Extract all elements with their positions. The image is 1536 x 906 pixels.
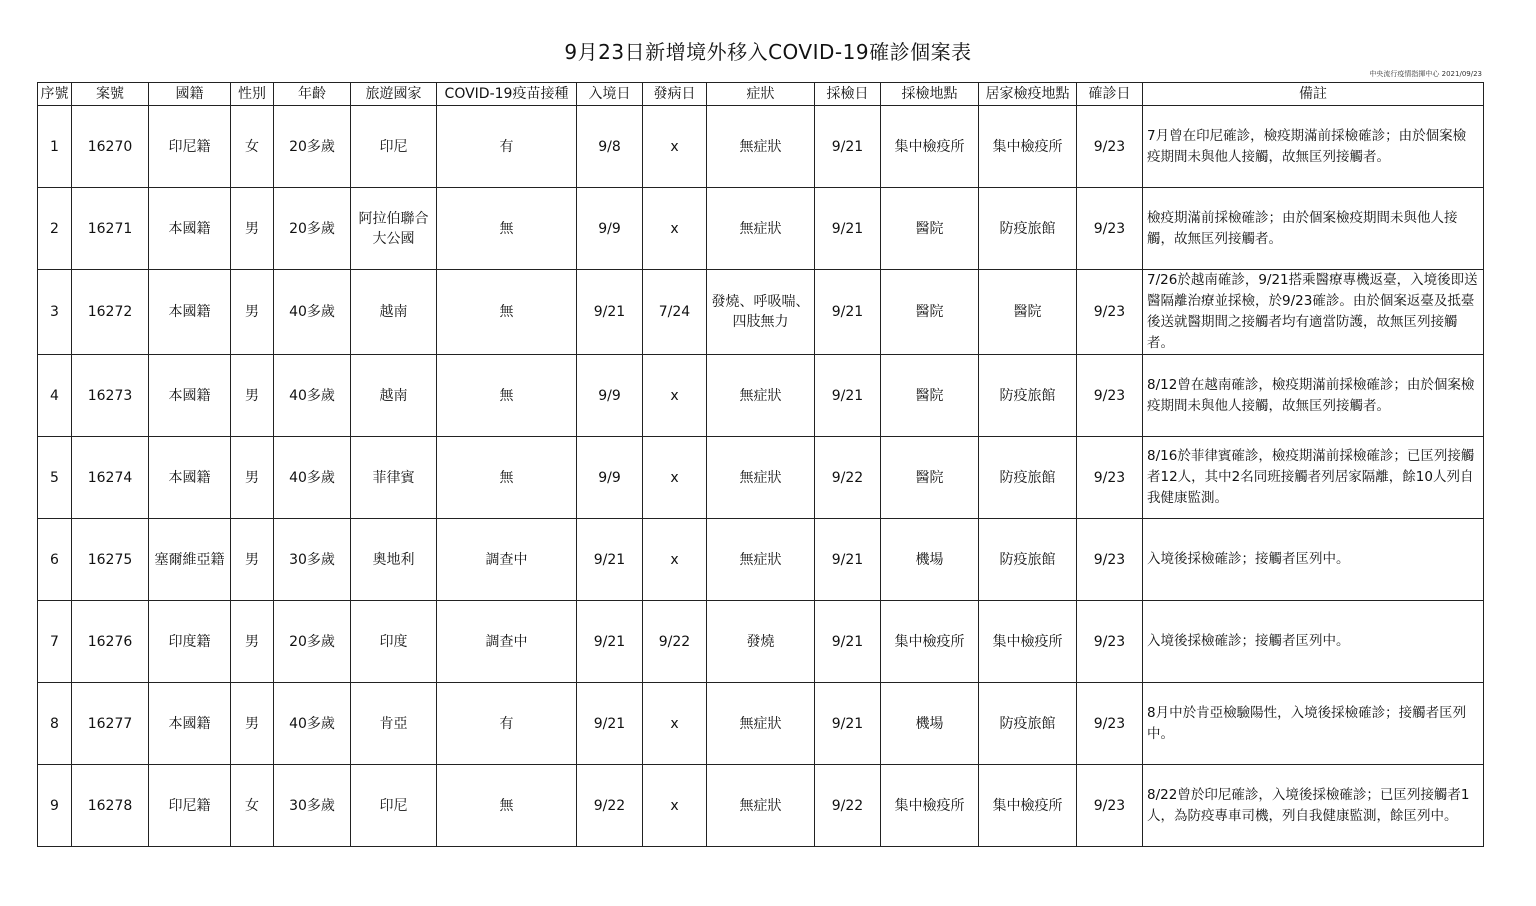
cell-sex: 女	[231, 765, 274, 847]
cell-test-date: 9/21	[815, 270, 881, 355]
cell-symptoms: 無症狀	[707, 188, 815, 270]
cell-confirm-date: 9/23	[1077, 355, 1143, 437]
header-vaccine: COVID-19疫苗接種	[437, 83, 577, 106]
cell-age: 20多歲	[274, 106, 351, 188]
cell-quarantine-location: 集中檢疫所	[979, 106, 1077, 188]
cell-remarks: 8/22曾於印尼確診，入境後採檢確診；已匡列接觸者1人，為防疫專車司機，列自我健康監測，餘匡列中。	[1143, 765, 1484, 847]
cell-remarks: 8/12曾在越南確診，檢疫期滿前採檢確診；由於個案檢疫期間未與他人接觸，故無匡列接觸者。	[1143, 355, 1484, 437]
cell-entry-date: 9/8	[577, 106, 643, 188]
cell-symptoms: 無症狀	[707, 765, 815, 847]
header-row	[38, 83, 1484, 106]
cell-quarantine-location: 防疫旅館	[979, 683, 1077, 765]
cell-quarantine-location: 集中檢疫所	[979, 601, 1077, 683]
cell-test-location: 機場	[881, 519, 979, 601]
cell-remarks: 7/26於越南確診，9/21搭乘醫療專機返臺，入境後即送醫隔離治療並採檢，於9/23確診。由於個案返臺及抵臺後送就醫期間之接觸者均有適當防護，故無匡列接觸者。	[1143, 270, 1484, 355]
cell-case-id: 16277	[72, 683, 149, 765]
cell-case-id: 16273	[72, 355, 149, 437]
cell-test-location: 醫院	[881, 188, 979, 270]
cell-confirm-date: 9/23	[1077, 106, 1143, 188]
cell-no: 3	[38, 270, 72, 355]
cell-no: 1	[38, 106, 72, 188]
cell-vaccine: 無	[437, 270, 577, 355]
cell-sex: 男	[231, 601, 274, 683]
cell-no: 4	[38, 355, 72, 437]
cell-case-id: 16271	[72, 188, 149, 270]
cell-entry-date: 9/21	[577, 601, 643, 683]
header-quarantine-location: 居家檢疫地點	[979, 83, 1077, 106]
cell-age: 30多歲	[274, 519, 351, 601]
header-remarks: 備註	[1143, 83, 1484, 106]
cell-travel-country: 肯亞	[351, 683, 437, 765]
table-row	[38, 106, 1484, 188]
cell-quarantine-location: 防疫旅館	[979, 519, 1077, 601]
cell-onset-date: x	[643, 519, 707, 601]
cell-test-date: 9/21	[815, 519, 881, 601]
page-title: 9月23日新增境外移入COVID-19確診個案表	[564, 40, 972, 64]
cell-test-date: 9/21	[815, 106, 881, 188]
cell-test-date: 9/21	[815, 601, 881, 683]
cell-sex: 男	[231, 437, 274, 519]
cell-travel-country: 印度	[351, 601, 437, 683]
cell-no: 2	[38, 188, 72, 270]
cell-remarks: 入境後採檢確診；接觸者匡列中。	[1143, 519, 1484, 601]
cell-entry-date: 9/21	[577, 270, 643, 355]
cell-confirm-date: 9/23	[1077, 270, 1143, 355]
cell-remarks: 入境後採檢確診；接觸者匡列中。	[1143, 601, 1484, 683]
cell-case-id: 16275	[72, 519, 149, 601]
cell-vaccine: 無	[437, 188, 577, 270]
cell-entry-date: 9/22	[577, 765, 643, 847]
cell-test-date: 9/21	[815, 355, 881, 437]
cell-test-date: 9/21	[815, 188, 881, 270]
header-test-location: 採檢地點	[881, 83, 979, 106]
cell-nationality: 本國籍	[149, 437, 231, 519]
cell-confirm-date: 9/23	[1077, 188, 1143, 270]
table-row	[38, 437, 1484, 519]
cell-test-location: 集中檢疫所	[881, 765, 979, 847]
cell-entry-date: 9/9	[577, 355, 643, 437]
cell-symptoms: 無症狀	[707, 519, 815, 601]
cell-nationality: 本國籍	[149, 355, 231, 437]
cell-case-id: 16270	[72, 106, 149, 188]
table-row	[38, 765, 1484, 847]
table-body	[38, 106, 1484, 847]
cell-entry-date: 9/21	[577, 683, 643, 765]
cell-quarantine-location: 集中檢疫所	[979, 765, 1077, 847]
cell-entry-date: 9/21	[577, 519, 643, 601]
cell-onset-date: x	[643, 106, 707, 188]
cell-test-location: 機場	[881, 683, 979, 765]
cell-confirm-date: 9/23	[1077, 601, 1143, 683]
cell-quarantine-location: 防疫旅館	[979, 437, 1077, 519]
cell-vaccine: 調查中	[437, 519, 577, 601]
cell-age: 20多歲	[274, 188, 351, 270]
cell-sex: 男	[231, 188, 274, 270]
header-travel-country: 旅遊國家	[351, 83, 437, 106]
cell-no: 6	[38, 519, 72, 601]
cell-vaccine: 有	[437, 106, 577, 188]
cell-symptoms: 發燒、呼吸喘、四肢無力	[707, 270, 815, 355]
cell-travel-country: 阿拉伯聯合大公國	[351, 188, 437, 270]
cell-vaccine: 無	[437, 355, 577, 437]
header-confirm-date: 確診日	[1077, 83, 1143, 106]
cell-entry-date: 9/9	[577, 437, 643, 519]
cell-symptoms: 無症狀	[707, 106, 815, 188]
header-nationality: 國籍	[149, 83, 231, 106]
case-table	[37, 82, 1484, 847]
cell-test-location: 醫院	[881, 437, 979, 519]
cell-nationality: 印尼籍	[149, 106, 231, 188]
cell-no: 5	[38, 437, 72, 519]
cell-test-date: 9/21	[815, 683, 881, 765]
cell-nationality: 印尼籍	[149, 765, 231, 847]
cell-sex: 男	[231, 270, 274, 355]
cell-onset-date: x	[643, 683, 707, 765]
cell-confirm-date: 9/23	[1077, 765, 1143, 847]
cell-travel-country: 奧地利	[351, 519, 437, 601]
cell-onset-date: x	[643, 188, 707, 270]
cell-entry-date: 9/9	[577, 188, 643, 270]
cell-sex: 男	[231, 355, 274, 437]
cell-symptoms: 無症狀	[707, 683, 815, 765]
table-row	[38, 188, 1484, 270]
cell-travel-country: 越南	[351, 270, 437, 355]
cell-quarantine-location: 防疫旅館	[979, 188, 1077, 270]
header-entry-date: 入境日	[577, 83, 643, 106]
cell-no: 7	[38, 601, 72, 683]
cell-symptoms: 發燒	[707, 601, 815, 683]
cell-remarks: 8/16於菲律賓確診，檢疫期滿前採檢確診；已匡列接觸者12人，其中2名同班接觸者列居家隔離，餘10人列自我健康監測。	[1143, 437, 1484, 519]
cell-onset-date: x	[643, 355, 707, 437]
cell-remarks: 7月曾在印尼確診，檢疫期滿前採檢確診；由於個案檢疫期間未與他人接觸，故無匡列接觸者。	[1143, 106, 1484, 188]
source-note: 中央流行疫情指揮中心 2021/09/23	[1369, 70, 1482, 78]
table-row	[38, 270, 1484, 355]
header-case-id: 案號	[72, 83, 149, 106]
header-sex: 性別	[231, 83, 274, 106]
cell-sex: 男	[231, 519, 274, 601]
header-test-date: 採檢日	[815, 83, 881, 106]
cell-age: 40多歲	[274, 270, 351, 355]
cell-onset-date: 7/24	[643, 270, 707, 355]
cell-test-location: 醫院	[881, 270, 979, 355]
cell-age: 40多歲	[274, 683, 351, 765]
header-age: 年齡	[274, 83, 351, 106]
cell-travel-country: 越南	[351, 355, 437, 437]
cell-case-id: 16272	[72, 270, 149, 355]
header-symptoms: 症狀	[707, 83, 815, 106]
cell-case-id: 16274	[72, 437, 149, 519]
cell-quarantine-location: 醫院	[979, 270, 1077, 355]
cell-vaccine: 無	[437, 437, 577, 519]
cell-case-id: 16276	[72, 601, 149, 683]
cell-onset-date: x	[643, 437, 707, 519]
cell-confirm-date: 9/23	[1077, 683, 1143, 765]
table-row	[38, 683, 1484, 765]
cell-remarks: 檢疫期滿前採檢確診；由於個案檢疫期間未與他人接觸，故無匡列接觸者。	[1143, 188, 1484, 270]
cell-age: 40多歲	[274, 355, 351, 437]
cell-vaccine: 調查中	[437, 601, 577, 683]
table-row	[38, 519, 1484, 601]
cell-nationality: 本國籍	[149, 683, 231, 765]
cell-test-date: 9/22	[815, 437, 881, 519]
cell-sex: 男	[231, 683, 274, 765]
cell-vaccine: 有	[437, 683, 577, 765]
cell-nationality: 印度籍	[149, 601, 231, 683]
cell-nationality: 塞爾維亞籍	[149, 519, 231, 601]
cell-onset-date: 9/22	[643, 601, 707, 683]
cell-onset-date: x	[643, 765, 707, 847]
cell-nationality: 本國籍	[149, 270, 231, 355]
cell-travel-country: 菲律賓	[351, 437, 437, 519]
header-onset-date: 發病日	[643, 83, 707, 106]
cell-confirm-date: 9/23	[1077, 519, 1143, 601]
cell-confirm-date: 9/23	[1077, 437, 1143, 519]
table-row	[38, 601, 1484, 683]
cell-symptoms: 無症狀	[707, 437, 815, 519]
cell-vaccine: 無	[437, 765, 577, 847]
cell-no: 8	[38, 683, 72, 765]
cell-travel-country: 印尼	[351, 106, 437, 188]
cell-nationality: 本國籍	[149, 188, 231, 270]
cell-travel-country: 印尼	[351, 765, 437, 847]
cell-case-id: 16278	[72, 765, 149, 847]
cell-remarks: 8月中於肯亞檢驗陽性，入境後採檢確診；接觸者匡列中。	[1143, 683, 1484, 765]
header-no: 序號	[38, 83, 72, 106]
cell-no: 9	[38, 765, 72, 847]
table-row	[38, 355, 1484, 437]
cell-test-location: 醫院	[881, 355, 979, 437]
cell-test-date: 9/22	[815, 765, 881, 847]
cell-test-location: 集中檢疫所	[881, 106, 979, 188]
cell-age: 30多歲	[274, 765, 351, 847]
cell-symptoms: 無症狀	[707, 355, 815, 437]
cell-age: 20多歲	[274, 601, 351, 683]
cell-test-location: 集中檢疫所	[881, 601, 979, 683]
cell-quarantine-location: 防疫旅館	[979, 355, 1077, 437]
cell-sex: 女	[231, 106, 274, 188]
cell-age: 40多歲	[274, 437, 351, 519]
